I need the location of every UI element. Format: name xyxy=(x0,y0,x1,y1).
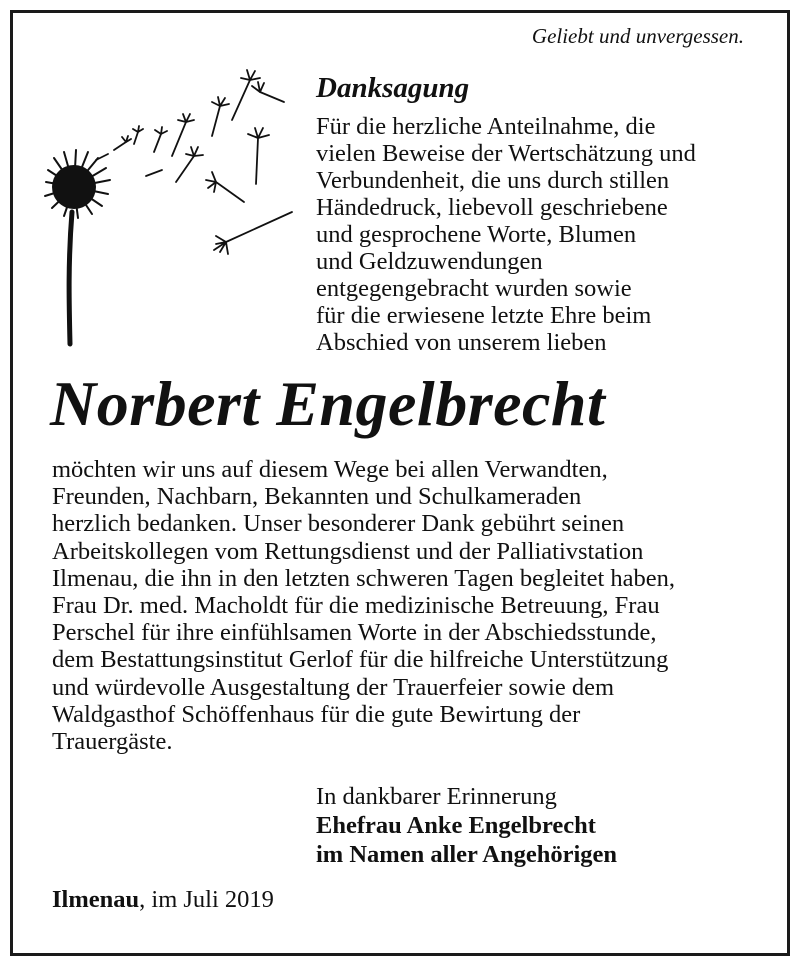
intro-line: Abschied von unserem lieben xyxy=(316,329,607,356)
place-city: Ilmenau xyxy=(52,886,140,913)
intro-line: Verbundenheit, die uns durch stillen xyxy=(316,167,670,194)
body-line: Waldgasthof Schöffenhaus für die gute Bewirtung der xyxy=(52,700,581,728)
deceased-name: Norbert Engelbrecht xyxy=(50,368,606,439)
place-date xyxy=(52,886,274,914)
body-line: herzlich bedanken. Unser besonderer Dank gebührt seinen xyxy=(52,510,625,538)
dandelion-icon xyxy=(36,52,306,352)
intro-line: und gesprochene Worte, Blumen xyxy=(316,221,637,248)
closing-block xyxy=(316,782,617,869)
intro-line: vielen Beweise der Wertschätzung und xyxy=(316,140,696,167)
signatory: Ehefrau Anke Engelbrecht xyxy=(316,812,596,839)
body-line: Arbeitskollegen vom Rettungsdienst und der Palliativstation xyxy=(52,537,644,565)
closing-phrase: In dankbarer Erinnerung xyxy=(316,783,557,810)
intro-line: entgegengebracht wurden sowie xyxy=(316,275,632,302)
body-line: Ilmenau, die ihn in den letzten schweren Tagen begleitet haben, xyxy=(52,564,676,592)
body-line: möchten wir uns auf diesem Wege bei allen Verwandten, xyxy=(52,456,608,483)
intro-line: Händedruck, liebevoll geschriebene xyxy=(316,194,668,221)
on-behalf-line: im Namen aller Angehörigen xyxy=(316,841,618,868)
intro-paragraph xyxy=(316,113,696,356)
body-line: Perschel für ihre einfühlsamen Worte in der Abschiedsstunde, xyxy=(52,619,657,647)
body-line: Trauergäste. xyxy=(52,728,173,756)
heading-danksagung: Danksagung xyxy=(316,72,470,104)
body-line: und würdevolle Ausgestaltung der Trauerfeier sowie dem xyxy=(52,673,615,701)
intro-line: Für die herzliche Anteilnahme, die xyxy=(316,113,656,140)
body-line: Freunden, Nachbarn, Bekannten und Schulkameraden xyxy=(52,483,582,511)
body-paragraph xyxy=(52,456,746,755)
motto: Geliebt und unvergessen. xyxy=(531,24,744,48)
intro-line: für die erwiesene letzte Ehre beim xyxy=(316,302,652,329)
body-line: Frau Dr. med. Macholdt für die medizinische Betreuung, Frau xyxy=(52,592,660,620)
place-date-text: , im Juli 2019 xyxy=(139,886,274,913)
intro-line: und Geldzuwendungen xyxy=(316,248,543,275)
body-line: dem Bestattungsinstitut Gerlof für die hilfreiche Unterstützung xyxy=(52,646,669,674)
